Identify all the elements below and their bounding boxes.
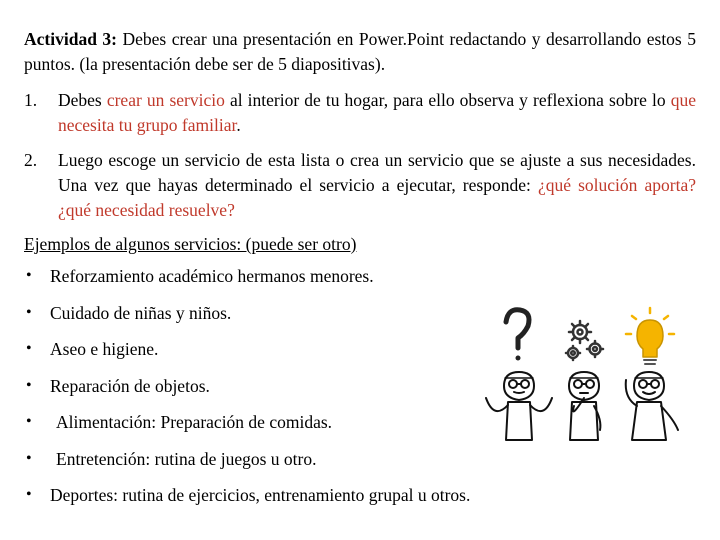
step-2-highlight-questions: ¿qué solución aporta? ¿qué necesidad resuelve? [58,175,696,220]
activity-text: Debes crear una presentación en Power.Point redactando y desarrollando estos 5 puntos. (la presentación debe ser de 5 diapositivas). [24,29,696,74]
activity-label: Actividad 3: [24,29,117,49]
bullet-icon: • [26,267,32,284]
step-2-number: 2. [24,150,38,170]
bullet-icon: • [26,303,32,321]
step-1-highlight-family: que necesita tu grupo familiar [58,90,697,135]
activity-intro [24,27,696,77]
person-thinking [569,372,600,440]
bullet-icon: • [26,376,32,394]
step-2-text: Luego escoge un servicio de esta lista o crea un servicio que se ajuste a sus necesidades. Una vez que hayas determinado el servicio a ejecutar, responde: ¿qué solución aporta? ¿qué necesidad resuelve? [58,150,696,220]
lightbulb-icon [626,308,674,364]
question-mark-icon [506,310,529,361]
person-shrugging [486,372,552,440]
bullet-icon: • [26,340,32,357]
step-2 [24,148,696,223]
gears-icon [566,321,603,360]
step-1-text: Debes crear un servicio al interior de tu hogar, para ello observa y reflexiona sobre lo que necesita tu grupo familiar. [58,90,697,135]
bullet-icon: • [26,486,32,503]
person-idea [626,372,678,440]
slide: Actividad 3: Debes crear una presentación en Power.Point redactando y desarrollando estos 5 puntos. (la presentación debe ser de 5 diapositivas). 1. Debes crear un servicio al interior de tu hogar, para ello observa y reflexiona sobre lo que necesita tu grupo familiar. 2. Luego escoge un servicio de esta lista o crea un servicio que se ajuste a sus necesidades. Una vez que hayas determinado el servicio a ejecutar, responde: ¿qué solución aporta? ¿qué necesidad resuelve? Ejemplos de algunos servicios: (puede ser otro) • Reforzamiento académico hermanos menores. • Cuidado de niñas y niños. • Aseo e higiene. • Reparación de objetos. • Alimentación: Preparación de comidas. • Entretención: rutina de juegos u otro. • Deportes: rutina de ejercicios, entrenamiento grupal u otros. [0,0,720,540]
bullet-icon: • [26,449,32,467]
step-1-highlight-service: crear un servicio [106,90,225,110]
examples-title: Ejemplos de algunos servicios: (puede ser otro) [24,234,357,254]
step-1-number: 1. [24,90,38,110]
bullet-icon: • [26,413,32,430]
step-1 [24,88,696,138]
thinking-people-illustration [474,302,694,442]
